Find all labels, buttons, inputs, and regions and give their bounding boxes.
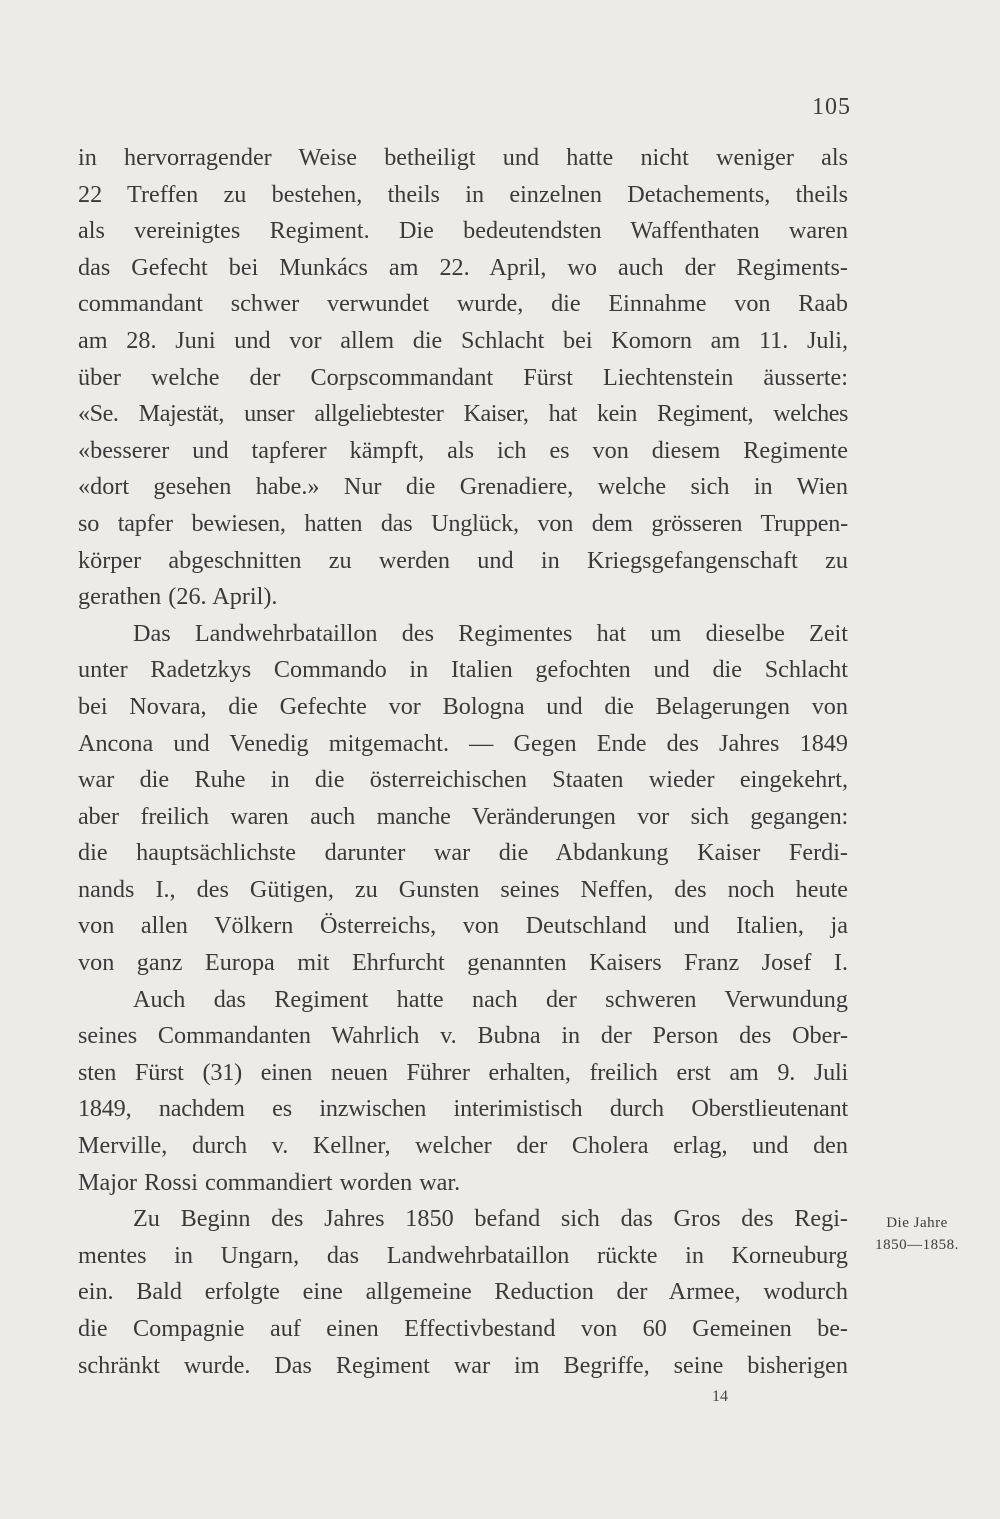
- text-line: mentes in Ungarn, das Landwehrbataillon rückte in Korneuburg: [78, 1241, 848, 1269]
- text-line: Merville, durch v. Kellner, welcher der Cholera erlag, und den: [78, 1132, 848, 1160]
- text-line: aber freilich waren auch manche Veränderungen vor sich gegangen:: [78, 802, 848, 830]
- text-line: in hervorragender Weise betheiligt und hatte nicht weniger als: [78, 144, 848, 171]
- paragraph-2: [78, 616, 848, 982]
- text-line: gerathen (26. April).: [78, 583, 278, 611]
- text-line: Auch das Regiment hatte nach der schweren Verwundung: [133, 985, 848, 1013]
- text-line: «Se. Majestät, unser allgeliebtester Kaiser, hat kein Regiment, welches: [78, 400, 848, 428]
- text-line: körper abgeschnitten zu werden und in Kriegsgefangenschaft zu: [78, 546, 848, 574]
- body-text: [78, 140, 848, 1384]
- text-line: unter Radetzkys Commando in Italien gefochten und die Schlacht: [78, 656, 848, 684]
- text-line: sten Fürst (31) einen neuen Führer erhalten, freilich erst am 9. Juli: [78, 1058, 848, 1086]
- text-line: von allen Völkern Österreichs, von Deutschland und Italien, ja: [78, 912, 848, 940]
- margin-note-years: 1850—1858.: [875, 1237, 959, 1253]
- text-line: nands I., des Gütigen, zu Gunsten seines Neffen, des noch heute: [78, 875, 848, 903]
- margin-note-title: Die Jahre: [886, 1215, 948, 1231]
- text-line: «dort gesehen habe.» Nur die Grenadiere, welche sich in Wien: [78, 473, 848, 501]
- text-line: seines Commandanten Wahrlich v. Bubna in der Person des Ober-: [78, 1022, 848, 1050]
- text-line: Zu Beginn des Jahres 1850 befand sich das Gros des Regi-: [133, 1205, 848, 1233]
- text-line: Das Landwehrbataillon des Regimentes hat um dieselbe Zeit: [133, 619, 848, 647]
- text-line: schränkt wurde. Das Regiment war im Begriffe, seine bisherigen: [78, 1351, 848, 1379]
- text-line: als vereinigtes Regiment. Die bedeutendsten Waffenthaten waren: [78, 217, 848, 245]
- text-line: Major Rossi commandiert worden war.: [78, 1168, 461, 1196]
- text-line: bei Novara, die Gefechte vor Bologna und die Belagerungen von: [78, 692, 848, 720]
- text-line: am 28. Juni und vor allem die Schlacht bei Komorn am 11. Juli,: [78, 326, 848, 354]
- text-line: Ancona und Venedig mitgemacht. — Gegen Ende des Jahres 1849: [78, 729, 848, 757]
- text-line: ein. Bald erfolgte eine allgemeine Reduction der Armee, wodurch: [78, 1278, 848, 1306]
- text-line: von ganz Europa mit Ehrfurcht genannten Kaisers Franz Josef I.: [78, 949, 848, 977]
- text-line: 22 Treffen zu bestehen, theils in einzelnen Detachements, theils: [78, 180, 848, 208]
- margin-note: [862, 1212, 972, 1256]
- paragraph-3: [78, 982, 848, 1202]
- text-line: die Compagnie auf einen Effectivbestand von 60 Gemeinen be-: [78, 1315, 848, 1342]
- paragraph-4: [78, 1201, 848, 1384]
- text-line: das Gefecht bei Munkács am 22. April, wo auch der Regiments-: [78, 253, 848, 281]
- paragraph-1: [78, 140, 848, 616]
- text-line: «besserer und tapferer kämpft, als ich es von diesem Regimente: [78, 436, 848, 464]
- page-number: 105: [812, 94, 851, 120]
- text-line: so tapfer bewiesen, hatten das Unglück, von dem grösseren Truppen-: [78, 509, 848, 537]
- signature-mark: 14: [712, 1388, 728, 1405]
- text-line: über welche der Corpscommandant Fürst Liechtenstein äusserte:: [78, 363, 848, 391]
- text-line: war die Ruhe in die österreichischen Staaten wieder eingekehrt,: [78, 766, 848, 794]
- text-line: commandant schwer verwundet wurde, die Einnahme von Raab: [78, 290, 848, 318]
- text-line: 1849, nachdem es inzwischen interimistisch durch Oberstlieutenant: [78, 1095, 848, 1123]
- text-line: die hauptsächlichste darunter war die Abdankung Kaiser Ferdi-: [78, 839, 848, 867]
